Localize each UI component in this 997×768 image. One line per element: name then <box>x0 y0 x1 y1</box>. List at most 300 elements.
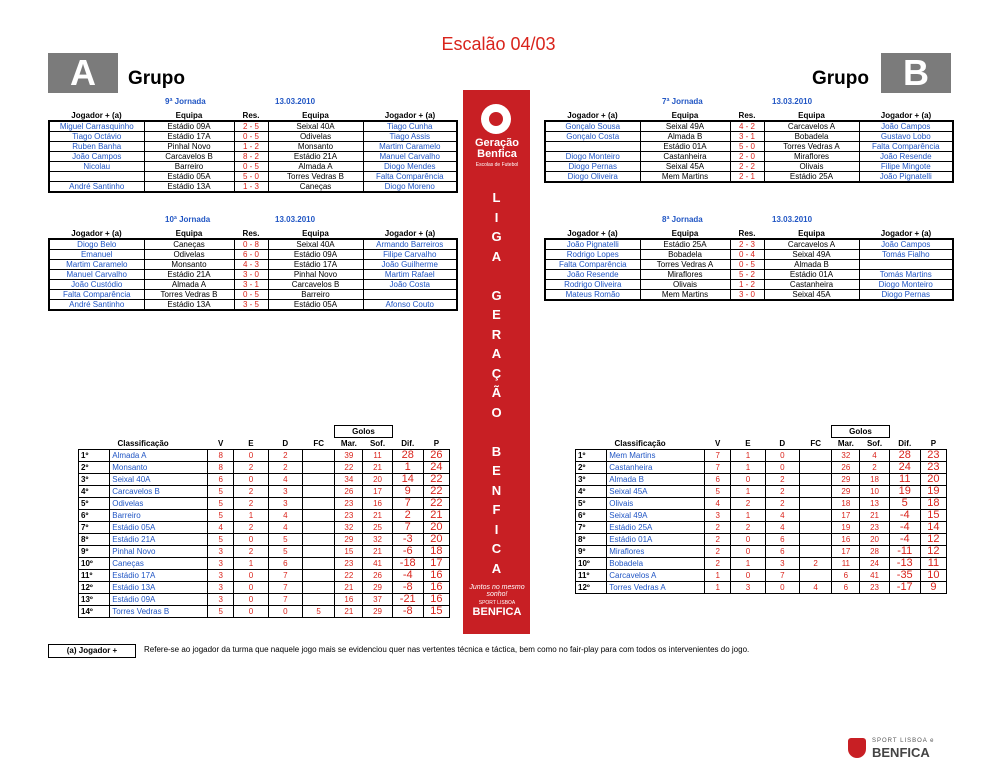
forfeits <box>303 522 335 534</box>
losses: 2 <box>765 474 799 486</box>
banner-letter: Ç <box>491 365 502 381</box>
goals-for: 6 <box>832 570 860 582</box>
losses: 3 <box>268 498 302 510</box>
team: Castanheira <box>607 462 705 474</box>
col-header: Dif. <box>898 438 912 448</box>
match-row <box>49 270 457 280</box>
position: 4º <box>576 486 607 498</box>
position: 5º <box>576 498 607 510</box>
col-header: V <box>715 438 721 448</box>
forfeits: 5 <box>303 606 335 618</box>
forfeits <box>800 522 832 534</box>
match-row <box>49 162 457 172</box>
draws: 1 <box>234 510 268 522</box>
home-player: Martim Caramelo <box>49 260 144 270</box>
wins: 1 <box>705 582 731 594</box>
round-date: 13.03.2010 <box>275 215 316 224</box>
away-team: Carcavelos A <box>764 121 859 132</box>
footer-benfica: BENFICA <box>872 745 930 760</box>
home-team: Estádio 13A <box>144 182 234 193</box>
round-label: 10ª Jornada <box>165 215 211 224</box>
losses: 0 <box>765 450 799 462</box>
wins: 5 <box>208 534 234 546</box>
wins: 8 <box>208 450 234 462</box>
result: 4 - 2 <box>730 121 764 132</box>
classification-row <box>576 498 947 510</box>
goal-diff: -11 <box>889 546 920 558</box>
home-team: Torres Vedras A <box>640 260 730 270</box>
col-header: FC <box>810 438 821 448</box>
losses: 7 <box>268 582 302 594</box>
classificacao-header: Classificação <box>117 438 169 448</box>
match-row <box>49 239 457 250</box>
classification-row <box>576 534 947 546</box>
points: 23 <box>920 462 946 474</box>
match-table <box>544 229 954 301</box>
away-player: Filipe Carvalho <box>363 250 457 260</box>
result: 3 - 0 <box>730 290 764 301</box>
round-date: 13.03.2010 <box>772 215 813 224</box>
draws: 0 <box>731 534 765 546</box>
match-row <box>545 132 953 142</box>
benfica-crest-icon <box>848 738 866 758</box>
classification-table <box>575 425 947 594</box>
points: 26 <box>423 450 449 462</box>
classification-row <box>79 486 450 498</box>
home-player: João Campos <box>49 152 144 162</box>
result: 8 - 2 <box>234 152 268 162</box>
away-team: Estádio 09A <box>268 250 363 260</box>
points: 21 <box>423 510 449 522</box>
team: Estádio 21A <box>110 534 208 546</box>
classification-row <box>576 558 947 570</box>
position: 11º <box>576 570 607 582</box>
result: 0 - 4 <box>730 250 764 260</box>
header-equipa: Equipa <box>302 111 329 120</box>
away-team: Estádio 17A <box>268 260 363 270</box>
position: 3º <box>576 474 607 486</box>
position: 14º <box>79 606 110 618</box>
forfeits <box>303 450 335 462</box>
position: 2º <box>79 462 110 474</box>
home-player: Tiago Octávio <box>49 132 144 142</box>
banner-letter: F <box>492 502 501 517</box>
goals-for: 11 <box>832 558 860 570</box>
goal-diff: 1 <box>392 462 423 474</box>
round-label: 8ª Jornada <box>662 215 703 224</box>
col-header: D <box>779 438 786 448</box>
goal-diff: 28 <box>889 450 920 462</box>
team: Estádio 09A <box>110 594 208 606</box>
away-player: Falta Comparência <box>859 142 953 152</box>
match-table <box>48 111 458 193</box>
classification-table <box>78 425 450 618</box>
home-team: Seixal 45A <box>640 162 730 172</box>
goals-against: 4 <box>860 450 889 462</box>
goals-for: 26 <box>335 486 363 498</box>
group-a-title: Grupo <box>128 68 185 89</box>
goal-diff: 11 <box>889 474 920 486</box>
home-team: Bobadela <box>640 250 730 260</box>
banner-letter: B <box>491 443 502 459</box>
col-header: P <box>433 438 440 448</box>
away-player: Diogo Moreno <box>363 182 457 193</box>
col-header: P <box>930 438 937 448</box>
goals-against: 17 <box>363 486 392 498</box>
team: Miraflores <box>607 546 705 558</box>
points: 24 <box>423 462 449 474</box>
match-row <box>545 162 953 172</box>
away-player: Martim Rafael <box>363 270 457 280</box>
draws: 2 <box>731 522 765 534</box>
header-res: Res. <box>738 111 756 120</box>
points: 16 <box>423 570 449 582</box>
losses: 2 <box>268 450 302 462</box>
goal-diff: -18 <box>392 558 423 570</box>
result: 1 - 3 <box>234 182 268 193</box>
forfeits <box>800 474 832 486</box>
banner-sport-lisboa: SPORT LISBOA <box>478 600 516 606</box>
draws: 2 <box>234 486 268 498</box>
goals-for: 23 <box>335 498 363 510</box>
match-table <box>544 111 954 183</box>
away-player: Diogo Pernas <box>859 290 953 301</box>
match-row <box>545 121 953 132</box>
goal-diff: -35 <box>889 570 920 582</box>
away-player <box>363 290 457 300</box>
goals-against: 32 <box>363 534 392 546</box>
wins: 1 <box>705 570 731 582</box>
goals-against: 20 <box>860 534 889 546</box>
home-player <box>545 142 640 152</box>
goals-against: 21 <box>363 510 392 522</box>
team: Olivais <box>607 498 705 510</box>
classification-row <box>576 546 947 558</box>
goals-for: 29 <box>832 486 860 498</box>
result: 3 - 0 <box>234 270 268 280</box>
away-team: Estádio 01A <box>764 270 859 280</box>
wins: 3 <box>705 510 731 522</box>
losses: 6 <box>765 534 799 546</box>
team: Torres Vedras B <box>110 606 208 618</box>
losses: 4 <box>765 522 799 534</box>
home-player: Ruben Banha <box>49 142 144 152</box>
draws: 0 <box>731 474 765 486</box>
draws: 1 <box>731 462 765 474</box>
team: Odivelas <box>110 498 208 510</box>
round-date: 13.03.2010 <box>275 97 316 106</box>
position: 5º <box>79 498 110 510</box>
wins: 2 <box>705 558 731 570</box>
goals-against: 20 <box>363 474 392 486</box>
goal-diff: -8 <box>392 606 423 618</box>
draws: 0 <box>234 582 268 594</box>
goals-for: 6 <box>832 582 860 594</box>
goal-diff: 5 <box>889 498 920 510</box>
goals-for: 29 <box>832 474 860 486</box>
goal-diff: -21 <box>392 594 423 606</box>
match-row <box>545 239 953 250</box>
goals-for: 19 <box>832 522 860 534</box>
page-title: Escalão 04/03 <box>441 34 556 54</box>
losses: 5 <box>268 546 302 558</box>
wins: 4 <box>208 522 234 534</box>
goal-diff: -3 <box>392 534 423 546</box>
team: Bobadela <box>607 558 705 570</box>
result: 4 - 3 <box>234 260 268 270</box>
goals-against: 21 <box>363 462 392 474</box>
team: Torres Vedras A <box>607 582 705 594</box>
home-team: Mem Martins <box>640 172 730 183</box>
wins: 5 <box>208 510 234 522</box>
wins: 5 <box>208 498 234 510</box>
draws: 0 <box>234 594 268 606</box>
points: 22 <box>423 498 449 510</box>
home-team: Estádio 25A <box>640 239 730 250</box>
away-player: Manuel Carvalho <box>363 152 457 162</box>
away-team: Seixal 45A <box>764 290 859 301</box>
home-player: Mateus Romão <box>545 290 640 301</box>
goals-for: 22 <box>335 462 363 474</box>
match-row <box>49 172 457 182</box>
away-team: Carcavelos A <box>764 239 859 250</box>
goal-diff: 14 <box>392 474 423 486</box>
header-equipa: Equipa <box>175 229 203 238</box>
team: Carcavelos B <box>110 486 208 498</box>
wins: 3 <box>208 546 234 558</box>
match-row <box>49 121 457 132</box>
home-player: Nicolau <box>49 162 144 172</box>
result: 0 - 5 <box>730 260 764 270</box>
position: 4º <box>79 486 110 498</box>
classification-row <box>576 462 947 474</box>
points: 20 <box>423 534 449 546</box>
points: 14 <box>920 522 946 534</box>
goal-diff: 19 <box>889 486 920 498</box>
header-equipa: Equipa <box>175 111 203 120</box>
away-team: Torres Vedras B <box>268 172 363 182</box>
goals-for: 16 <box>832 534 860 546</box>
forfeits <box>303 498 335 510</box>
team: Estádio 05A <box>110 522 208 534</box>
banner-letter: I <box>494 521 499 537</box>
away-team: Castanheira <box>764 280 859 290</box>
home-player <box>49 172 144 182</box>
goal-diff: -4 <box>889 510 920 522</box>
goals-for: 15 <box>335 546 363 558</box>
round-label: 9ª Jornada <box>165 97 206 106</box>
group-b-title: Grupo <box>812 68 869 89</box>
away-player: João Resende <box>859 152 953 162</box>
away-player: João Campos <box>859 121 953 132</box>
away-team: Seixal 40A <box>268 239 363 250</box>
draws: 0 <box>234 534 268 546</box>
banner-escolas: Escolas de Futebol <box>475 162 519 168</box>
team: Almada A <box>110 450 208 462</box>
match-row <box>49 290 457 300</box>
result: 3 - 1 <box>234 280 268 290</box>
classificacao-header: Classificação <box>614 438 666 448</box>
goals-against: 11 <box>363 450 392 462</box>
away-team: Seixal 40A <box>268 121 363 132</box>
header-res: Res. <box>738 229 756 238</box>
match-row <box>49 250 457 260</box>
banner-slogan: Juntos no mesmo sonho! <box>469 584 525 598</box>
position: 1º <box>576 450 607 462</box>
goals-against: 10 <box>860 486 889 498</box>
banner-letter: R <box>491 326 502 342</box>
points: 17 <box>423 558 449 570</box>
goals-against: 2 <box>860 462 889 474</box>
col-header: V <box>218 438 224 448</box>
points: 10 <box>920 570 946 582</box>
home-player: Emanuel <box>49 250 144 260</box>
losses: 7 <box>268 570 302 582</box>
banner-letter: Ã <box>491 385 502 400</box>
home-team: Torres Vedras B <box>144 290 234 300</box>
losses: 0 <box>765 582 799 594</box>
home-player: Gonçalo Costa <box>545 132 640 142</box>
points: 11 <box>920 558 946 570</box>
wins: 3 <box>208 594 234 606</box>
goal-diff: -17 <box>889 582 920 594</box>
losses: 7 <box>268 594 302 606</box>
classification-row <box>79 546 450 558</box>
position: 10º <box>79 558 110 570</box>
home-player: Falta Comparência <box>49 290 144 300</box>
result: 0 - 5 <box>234 162 268 172</box>
goals-against: 37 <box>363 594 392 606</box>
points: 23 <box>920 450 946 462</box>
header-jogador: Jogador + (a) <box>384 111 436 120</box>
goals-for: 34 <box>335 474 363 486</box>
golos-header: Golos <box>832 426 889 438</box>
position: 7º <box>79 522 110 534</box>
header-equipa: Equipa <box>302 229 329 238</box>
home-team: Estádio 01A <box>640 142 730 152</box>
wins: 7 <box>705 462 731 474</box>
header-jogador: Jogador + (a) <box>71 111 122 120</box>
away-team: Odivelas <box>268 132 363 142</box>
col-header: Sof. <box>866 439 883 448</box>
benfica-footer-logo <box>848 738 938 762</box>
header-jogador: Jogador + (a) <box>880 229 932 238</box>
forfeits: 2 <box>800 558 832 570</box>
col-header: Sof. <box>369 439 386 448</box>
classification-row <box>576 510 947 522</box>
classification-row <box>576 474 947 486</box>
points: 16 <box>423 582 449 594</box>
team: Monsanto <box>110 462 208 474</box>
position: 11º <box>79 570 110 582</box>
points: 22 <box>423 486 449 498</box>
position: 10º <box>576 558 607 570</box>
points: 22 <box>423 474 449 486</box>
away-team: Monsanto <box>268 142 363 152</box>
banner-letter: A <box>491 248 502 264</box>
losses: 4 <box>268 474 302 486</box>
col-header: Mar. <box>340 439 357 448</box>
goals-against: 41 <box>363 558 392 570</box>
away-team: Seixal 49A <box>764 250 859 260</box>
away-player: Tomás Martins <box>859 270 953 280</box>
away-team: Almada A <box>268 162 363 172</box>
wins: 4 <box>705 498 731 510</box>
position: 8º <box>79 534 110 546</box>
classification-row <box>79 510 450 522</box>
classification-row <box>79 450 450 462</box>
banner-letter: E <box>492 307 501 322</box>
banner-letter: G <box>491 229 502 244</box>
home-team: Miraflores <box>640 270 730 280</box>
away-player: João Campos <box>859 239 953 250</box>
group-a-badge: A <box>48 53 118 93</box>
points: 20 <box>920 474 946 486</box>
banner-letter: O <box>491 404 502 420</box>
away-team: Pinhal Novo <box>268 270 363 280</box>
banner-letter: E <box>492 463 501 478</box>
legend-text: Refere-se ao jogador da turma que naquele jogo mais se evidenciou quer nas vertentes técnica e táctica, bem como no fair-play para com todos os intervenientes do jogo. <box>144 645 750 654</box>
goal-diff: -8 <box>392 582 423 594</box>
classification-row <box>576 570 947 582</box>
forfeits <box>303 558 335 570</box>
team: Carcavelos A <box>607 570 705 582</box>
away-team: Torres Vedras A <box>764 142 859 152</box>
goals-for: 32 <box>335 522 363 534</box>
wins: 5 <box>208 486 234 498</box>
home-player: Diogo Oliveira <box>545 172 640 183</box>
goals-for: 18 <box>832 498 860 510</box>
team: Almada B <box>607 474 705 486</box>
classification-row <box>79 534 450 546</box>
header-jogador: Jogador + (a) <box>71 229 122 238</box>
team: Seixal 40A <box>110 474 208 486</box>
team: Mem Martins <box>607 450 705 462</box>
banner-letter: G <box>491 287 502 303</box>
result: 2 - 5 <box>234 121 268 132</box>
losses: 6 <box>268 558 302 570</box>
footer-sport-lisboa: SPORT LISBOA e <box>872 738 935 744</box>
goals-for: 21 <box>335 582 363 594</box>
home-player: Diogo Belo <box>49 239 144 250</box>
match-row <box>49 182 457 193</box>
losses: 4 <box>765 510 799 522</box>
classification-row <box>79 558 450 570</box>
header-equipa: Equipa <box>798 111 825 120</box>
away-team: Estádio 21A <box>268 152 363 162</box>
points: 12 <box>920 546 946 558</box>
wins: 5 <box>208 606 234 618</box>
forfeits <box>303 534 335 546</box>
position: 6º <box>79 510 110 522</box>
forfeits <box>800 546 832 558</box>
banner-letter: L <box>492 190 501 205</box>
banner-letter: A <box>491 560 502 576</box>
wins: 3 <box>208 558 234 570</box>
draws: 1 <box>731 486 765 498</box>
draws: 1 <box>731 558 765 570</box>
goals-for: 26 <box>832 462 860 474</box>
goals-for: 21 <box>335 606 363 618</box>
team: Estádio 17A <box>110 570 208 582</box>
classification-row <box>576 450 947 462</box>
forfeits <box>800 462 832 474</box>
goals-for: 16 <box>335 594 363 606</box>
losses: 2 <box>765 498 799 510</box>
away-player: Tomás Fialho <box>859 250 953 260</box>
wins: 6 <box>705 474 731 486</box>
away-team: Caneças <box>268 182 363 193</box>
